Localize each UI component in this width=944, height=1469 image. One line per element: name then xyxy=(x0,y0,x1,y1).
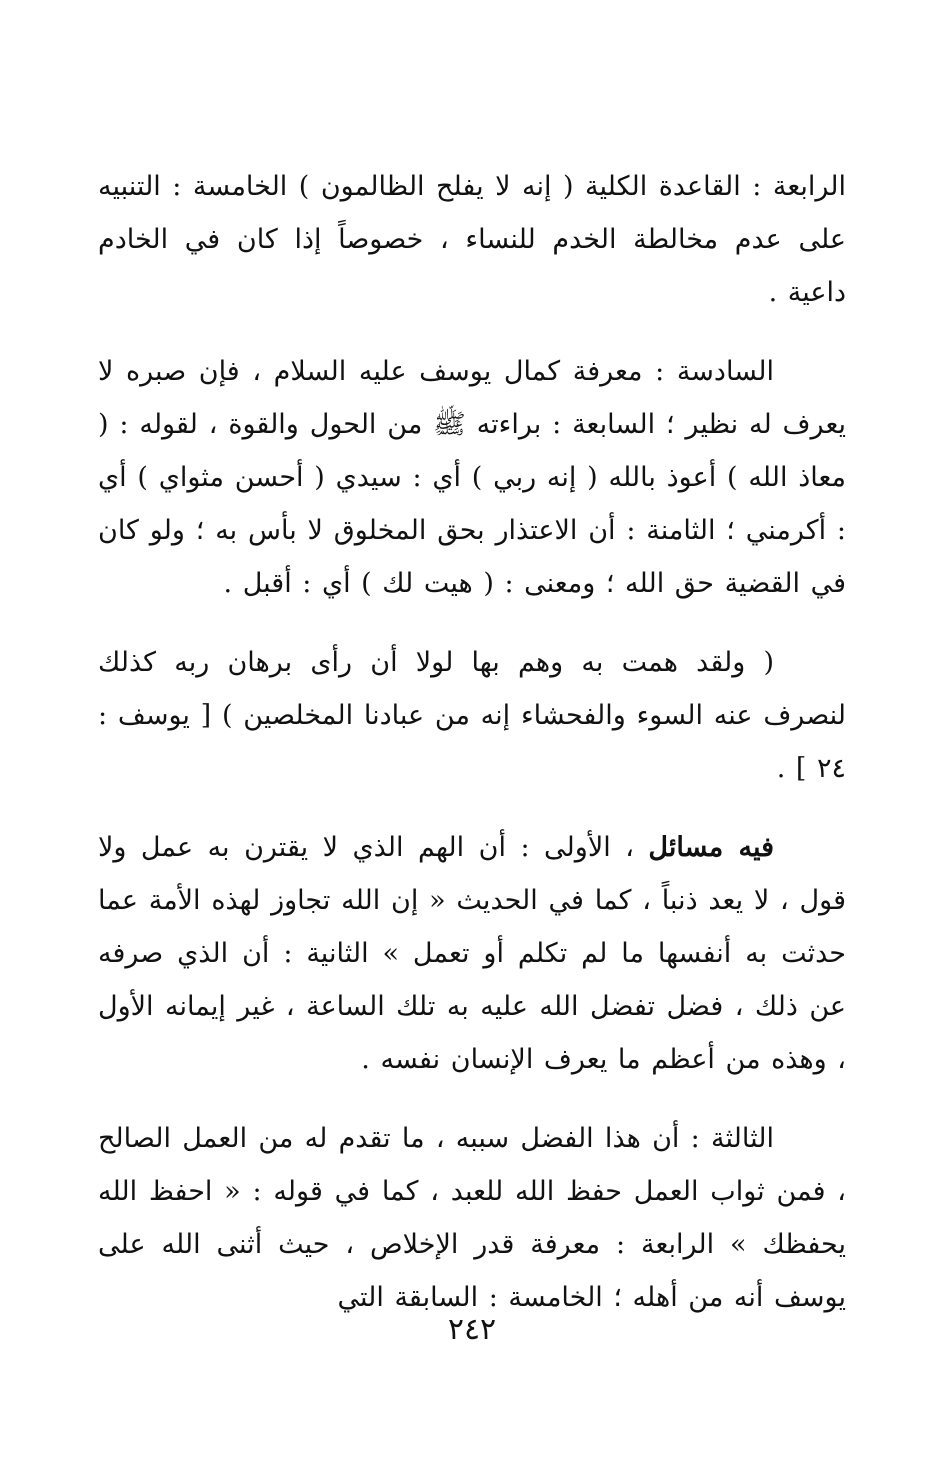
page-body xyxy=(98,160,846,1324)
paragraph-3-quran-verse: ( ولقد همت به وهم بها لولا أن رأى برهان ربه كذلك لنصرف عنه السوء والفحشاء إنه من عبادنا المخلصين ) [ يوسف : ٢٤ ] . xyxy=(98,647,846,784)
paragraph-1: الرابعة : القاعدة الكلية ( إنه لا يفلح الظالمون ) الخامسة : التنبيه على عدم مخالطة الخدم للنساء ، خصوصاً إذا كان في الخادم داعية . xyxy=(98,171,846,308)
paragraph-2: السادسة : معرفة كمال يوسف عليه السلام ، فإن صبره لا يعرف له نظير ؛ السابعة : براءته ﷺ من الحول والقوة ، لقوله : ( معاذ الله ) أعوذ بالله ( إنه ربي ) أي : سيدي ( أحسن مثواي ) أي : أكرمني ؛ الثامنة : أن الاعتذار بحق المخلوق لا بأس به ؛ ولو كان في القضية حق الله ؛ ومعنى : ( هيت لك ) أي : أقبل . xyxy=(98,356,846,599)
paragraph-4 xyxy=(98,821,846,1086)
page-number: ٢٤٢ xyxy=(447,1312,497,1347)
paragraph-4-text: ، الأولى : أن الهم الذي لا يقترن به عمل ولا قول ، لا يعد ذنباً ، كما في الحديث « إن الله تجاوز لهذه الأمة عما حدثت به أنفسها ما لم تكلم أو تعمل » الثانية : أن الذي صرفه عن ذلك ، فضل تفضل الله عليه به تلك الساعة ، غير إيمانه الأول ، وهذه من أعظم ما يعرف الإنسان نفسه . xyxy=(98,832,846,1075)
paragraph-5: الثالثة : أن هذا الفضل سببه ، ما تقدم له من العمل الصالح ، فمن ثواب العمل حفظ الله للعبد ، كما في قوله : « احفظ الله يحفظك » الرابعة : معرفة قدر الإخلاص ، حيث أثنى الله على يوسف أنه من أهله ؛ الخامسة : السابقة التي xyxy=(98,1123,846,1313)
paragraph-4-bold-lead: فيه مسائل xyxy=(648,832,774,863)
